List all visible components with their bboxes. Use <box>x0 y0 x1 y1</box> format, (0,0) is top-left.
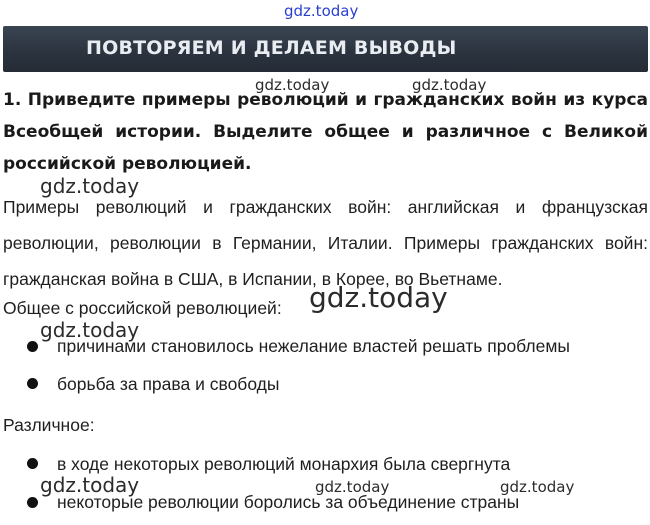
common-item-1: причинами становилось нежелание властей решать проблемы <box>57 336 570 356</box>
bullet-icon <box>27 497 38 508</box>
watermark-bottom-left: gdz.today <box>40 473 140 497</box>
watermark-big: gdz.today <box>309 281 448 314</box>
common-item-2: борьба за права и свободы <box>57 374 280 394</box>
section-banner <box>3 26 648 72</box>
different-item-2: некоторые революции боролись за объединение страны <box>57 492 520 512</box>
watermark-q1a: gdz.today <box>255 76 330 94</box>
watermark-top: gdz.today <box>284 2 359 20</box>
bullet-icon <box>27 458 38 469</box>
bullet-icon <box>27 341 38 352</box>
question-text: 1. Приведите примеры революций и гражданских войн из курса Всеобщей истории. Выделите общее и различное с Великой российской революцией. <box>3 90 648 174</box>
watermark-common: gdz.today <box>40 318 140 342</box>
watermark-bottom-mid: gdz.today <box>315 478 390 496</box>
watermark-bottom-right: gdz.today <box>500 478 575 496</box>
common-label: Общее с российской революцией: <box>3 298 282 318</box>
different-item-1: в ходе некоторых революций монархия была свергнута <box>57 454 511 474</box>
section-title: ПОВТОРЯЕМ И ДЕЛАЕМ ВЫВОДЫ <box>86 37 457 59</box>
watermark-answer: gdz.today <box>40 174 140 198</box>
different-label: Различное: <box>3 415 95 435</box>
watermark-q1b: gdz.today <box>412 76 487 94</box>
answer-paragraph: Примеры революций и гражданских войн: английская и французская революции, революции в Германии, Италии. Примеры гражданских войн: гражданская война в США, в Испании, в Корее, во Вьетнаме. <box>3 197 648 289</box>
bullet-icon <box>27 378 38 389</box>
